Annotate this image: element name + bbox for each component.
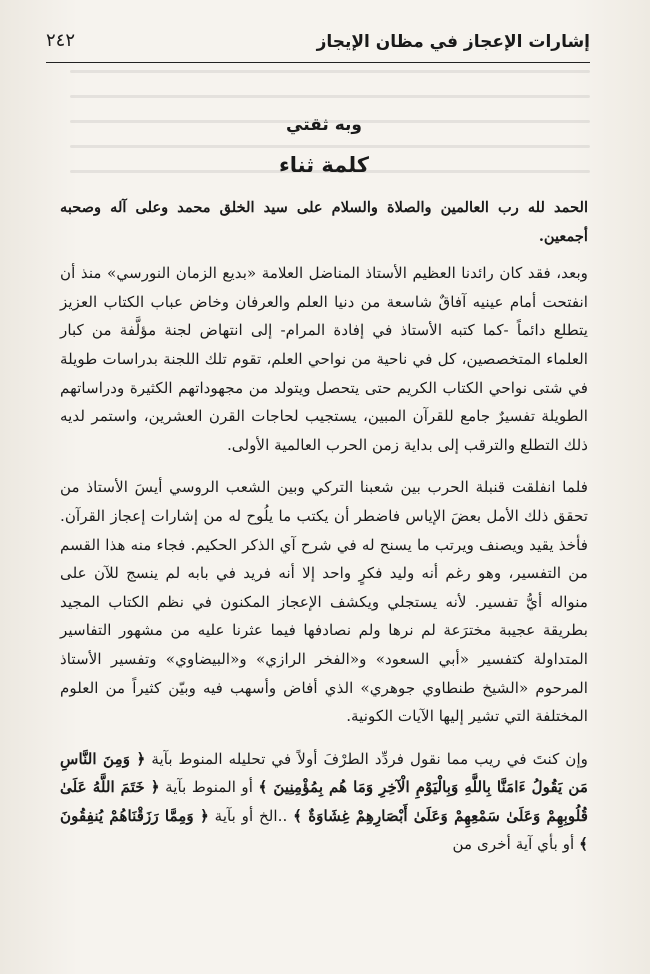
- verses-tail: أو بأي آية أخرى من: [452, 835, 575, 854]
- invocation: وبه ثقتي: [286, 115, 362, 135]
- paragraph-verses: [60, 745, 588, 859]
- verses-connector-1: أو المنوط بآية: [165, 778, 253, 797]
- verses-connector-2: ..الخ أو بآية: [214, 806, 288, 825]
- quran-verse-3: ﴿ وَمِمَّا رَزَقْنَاهُمْ يُنفِقُونَ ﴾: [60, 806, 588, 854]
- quran-verse-1: ﴿ وَمِنَ النَّاسِ مَن يَقُولُ ءَامَنَّا بِاللَّهِ وَبِالْيَوْمِ الْآخِرِ وَمَا هُم بِمُؤْمِنِينَ ﴾: [60, 749, 589, 797]
- paragraph-war: فلما انفلقت قنبلة الحرب بين شعبنا التركي وبين الشعب الروسي أيسَ الأستاذ من تحقق ذلك الأمل بعضَ الإياس فاضطر أن يكتب ما يلُوح له من إشارات إعجاز القرآن. فأخذ يقيد ويصنف ويرتب ما يسنح له في شرح آي الذكر الحكيم. فجاء منه هذا القسم من التفسير، وهو رغم أنه وليد فكرٍ واحد إلا أنه فريد في بابه لم ينسج للآن على منواله أيُّ تفسير. لأنه يستجلي ويكشف الإعجاز المكنون في نظم الكتاب المجيد بطريقة عجيبة مخترَعة لم نرها ولم نصادفها فيما عثرنا عليه من مشهور التفاسير المتداولة كتفسير «أبي السعود» و«الفخر الرازي» و«البيضاوي» وتفسير الأستاذ المرحوم «الشيخ طنطاوي جوهري» الذي أفاض وأسهب فيه وبيّن كثيراً من العلوم المختلفة التي تشير إليها الآيات الكونية.: [60, 478, 588, 726]
- paragraph-intro: وبعد، فقد كان رائدنا العظيم الأستاذ المناضل العلامة «بديع الزمان النورسي» منذ أن انفتحت أمام عينيه آفاقٌ شاسعة من دنيا العلم والعرفان وخاض عباب الكتاب العزيز يتطلع دائماً -كما كتبه الأستاذ في إفادة المرام- إلى انتهاض لجنة مؤلَّفة من كبار العلماء المتخصصين، كل في ناحية من نواحي العلم، تقوم تلك اللجنة بدراسات طويلة في شتى نواحي الكتاب الكريم حتى يتحصل ويتولد من مجهوداتهم الكثيرة ودراساتهم الطويلة تفسيرٌ جامع للقرآن المبين، يستجيب لحاجات القرن العشرين، واستمر لديه ذلك التطلع والترقب إلى بداية زمن الحرب العالمية الأولى.: [60, 264, 588, 454]
- section-heading: كلمة ثناء: [279, 153, 369, 177]
- running-header: [46, 30, 590, 60]
- page-body: [60, 112, 588, 873]
- book-title: إشارات الإعجاز في مظان الإيجاز: [316, 32, 590, 52]
- header-divider: [46, 62, 590, 63]
- page-number: ٢٤٢: [46, 30, 76, 51]
- praise-line: الحمد لله رب العالمين والصلاة والسلام على سيد الخلق محمد وعلى آله وصحبه أجمعين.: [60, 199, 588, 245]
- quran-verse-2: ﴿ خَتَمَ اللَّهُ عَلَىٰ قُلُوبِهِمْ وَعَلَىٰ سَمْعِهِمْ وَعَلَىٰ أَبْصَارِهِمْ غِشَاوَةٌ ﴾: [60, 778, 589, 825]
- verses-intro: وإن كنتَ في ريب مما نقول فردِّد الطرْفَ أولاً في تحليله المنوط بآية: [151, 749, 588, 768]
